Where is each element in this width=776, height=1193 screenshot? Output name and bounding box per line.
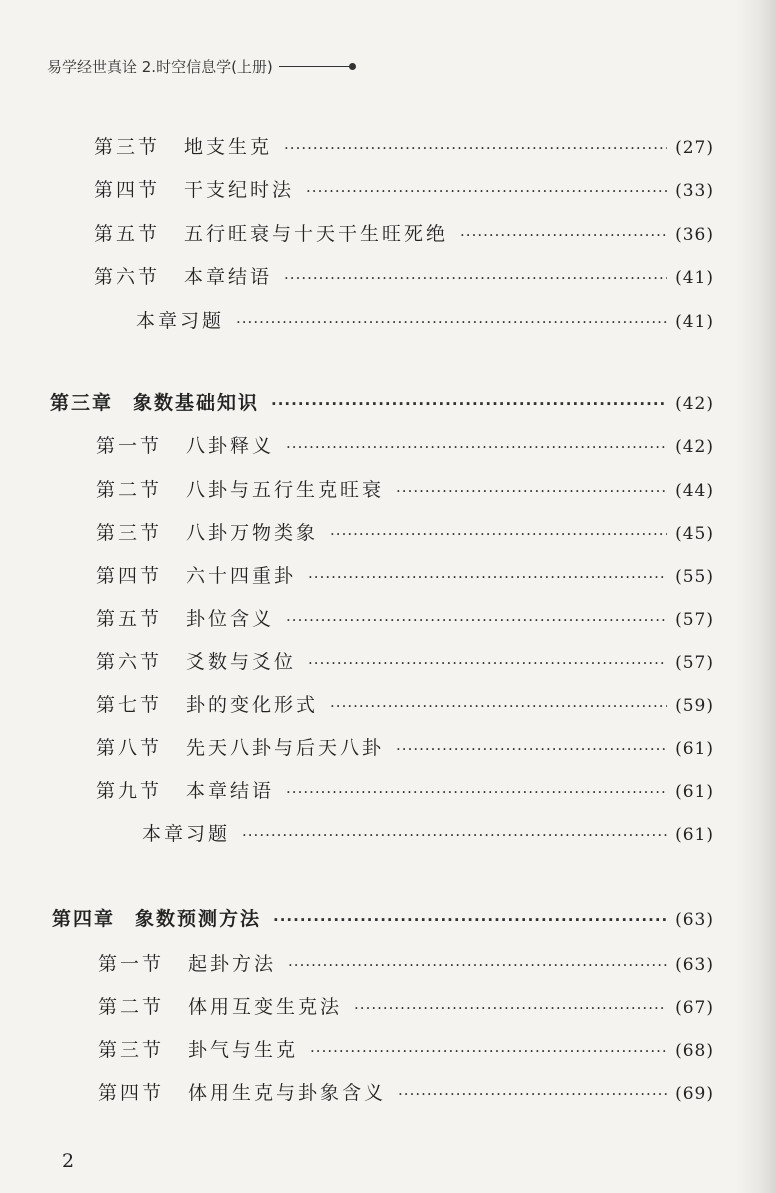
toc-page-ref: (42) xyxy=(675,437,714,457)
toc-leader-dots xyxy=(330,693,667,719)
toc-page-ref: (69) xyxy=(675,1084,714,1104)
toc-entry[interactable] xyxy=(96,433,714,460)
toc-page-ref: (68) xyxy=(675,1041,714,1061)
toc-leader-dots xyxy=(306,178,667,204)
page-number: 2 xyxy=(62,1150,75,1172)
toc-section-label: 第二节 xyxy=(98,996,165,1018)
toc-page-ref: (27) xyxy=(675,138,714,158)
toc-leader-dots xyxy=(308,650,667,676)
page-edge-shadow xyxy=(736,0,776,1193)
running-title: 易学经世真诠 2.时空信息学(上册) xyxy=(47,58,273,76)
toc-leader-dots xyxy=(273,907,667,933)
toc-page-ref: (63) xyxy=(675,955,714,975)
toc-chapter-title: 象数预测方法 xyxy=(135,908,262,930)
toc-entry[interactable] xyxy=(94,264,714,291)
toc-page-ref: (36) xyxy=(675,225,714,245)
toc-leader-dots xyxy=(354,995,667,1021)
toc-exercise-title: 本章习题 xyxy=(136,310,225,332)
toc-section-title: 爻数与爻位 xyxy=(186,651,297,673)
toc-section-title: 本章结语 xyxy=(184,266,273,288)
toc-entry[interactable] xyxy=(96,778,714,805)
toc-section-label: 第四节 xyxy=(98,1082,165,1104)
toc-page-ref: (44) xyxy=(675,481,714,501)
toc-page-ref: (67) xyxy=(675,998,714,1018)
toc-section-label: 第四节 xyxy=(96,565,163,587)
toc-entry[interactable] xyxy=(96,735,714,762)
toc-section-title: 体用生克与卦象含义 xyxy=(188,1082,387,1104)
header-dot xyxy=(349,63,356,70)
toc-page-ref: (61) xyxy=(675,825,714,845)
toc-chapter-title: 象数基础知识 xyxy=(133,392,260,414)
toc-entry[interactable] xyxy=(96,606,714,633)
toc-page-ref: (61) xyxy=(675,782,714,802)
toc-leader-dots xyxy=(286,779,667,805)
toc-leader-dots xyxy=(242,822,667,848)
toc-section-label: 第二节 xyxy=(96,479,163,501)
toc-section-title: 八卦释义 xyxy=(186,435,275,457)
toc-section-title: 先天八卦与后天八卦 xyxy=(186,737,385,759)
toc-chapter-entry[interactable] xyxy=(50,390,714,417)
toc-page-ref: (57) xyxy=(675,653,714,673)
toc-leader-dots xyxy=(398,1081,667,1107)
toc-chapter-label: 第四章 xyxy=(52,908,116,930)
toc-page-ref: (55) xyxy=(675,567,714,587)
toc-section-title: 体用互变生克法 xyxy=(188,996,343,1018)
toc-entry[interactable] xyxy=(96,477,714,504)
toc-page-ref: (41) xyxy=(675,268,714,288)
toc-entry[interactable] xyxy=(94,134,714,161)
toc-entry[interactable] xyxy=(96,563,714,590)
toc-leader-dots xyxy=(271,391,667,417)
toc-chapter-entry[interactable] xyxy=(52,906,714,933)
toc-page-ref: (33) xyxy=(675,181,714,201)
toc-page-ref: (61) xyxy=(675,739,714,759)
toc-section-label: 第六节 xyxy=(96,651,163,673)
toc-entry[interactable] xyxy=(96,520,714,547)
toc-section-title: 八卦与五行生克旺衰 xyxy=(186,479,385,501)
toc-section-label: 第七节 xyxy=(96,694,163,716)
toc-leader-dots xyxy=(288,952,667,978)
toc-section-label: 第三节 xyxy=(98,1039,165,1061)
toc-leader-dots xyxy=(310,1038,667,1064)
running-header xyxy=(47,56,351,77)
toc-leader-dots xyxy=(396,736,667,762)
toc-section-title: 地支生克 xyxy=(184,136,273,158)
toc-chapter-label: 第三章 xyxy=(50,392,114,414)
toc-leader-dots xyxy=(236,309,667,335)
toc-section-label: 第三节 xyxy=(94,136,161,158)
toc-section-label: 第一节 xyxy=(98,953,165,975)
toc-section-title: 六十四重卦 xyxy=(186,565,297,587)
toc-section-label: 第九节 xyxy=(96,780,163,802)
toc-section-label: 第四节 xyxy=(94,179,161,201)
toc-leader-dots xyxy=(284,135,667,161)
toc-section-title: 五行旺衰与十天干生旺死绝 xyxy=(184,223,449,245)
toc-section-title: 干支纪时法 xyxy=(184,179,295,201)
toc-leader-dots xyxy=(286,434,667,460)
toc-page-ref: (42) xyxy=(675,394,714,414)
toc-section-title: 八卦万物类象 xyxy=(186,522,319,544)
toc-section-title: 卦气与生克 xyxy=(188,1039,299,1061)
toc-section-label: 第八节 xyxy=(96,737,163,759)
toc-entry-exercises[interactable] xyxy=(136,308,714,335)
toc-section-title: 本章结语 xyxy=(186,780,275,802)
toc-entry[interactable] xyxy=(98,1037,714,1064)
toc-leader-dots xyxy=(460,222,667,248)
toc-section-title: 卦的变化形式 xyxy=(186,694,319,716)
toc-exercise-title: 本章习题 xyxy=(142,823,231,845)
toc-leader-dots xyxy=(284,265,667,291)
toc-entry[interactable] xyxy=(94,177,714,204)
toc-section-label: 第五节 xyxy=(96,608,163,630)
toc-leader-dots xyxy=(286,607,667,633)
toc-page-ref: (63) xyxy=(675,910,714,930)
toc-section-label: 第三节 xyxy=(96,522,163,544)
header-rule xyxy=(279,66,351,67)
toc-section-title: 卦位含义 xyxy=(186,608,275,630)
toc-section-label: 第六节 xyxy=(94,266,161,288)
toc-entry[interactable] xyxy=(96,692,714,719)
toc-leader-dots xyxy=(396,478,667,504)
toc-page-ref: (41) xyxy=(675,312,714,332)
toc-page-ref: (57) xyxy=(675,610,714,630)
toc-entry[interactable] xyxy=(94,221,714,248)
toc-leader-dots xyxy=(330,521,667,547)
toc-entry-exercises[interactable] xyxy=(142,821,714,848)
toc-page-ref: (59) xyxy=(675,696,714,716)
toc-section-label: 第五节 xyxy=(94,223,161,245)
toc-entry[interactable] xyxy=(96,649,714,676)
toc-page-ref: (45) xyxy=(675,524,714,544)
toc-entry[interactable] xyxy=(98,1080,714,1107)
toc-section-title: 起卦方法 xyxy=(188,953,277,975)
toc-entry[interactable] xyxy=(98,994,714,1021)
toc-section-label: 第一节 xyxy=(96,435,163,457)
toc-leader-dots xyxy=(308,564,667,590)
toc-entry[interactable] xyxy=(98,951,714,978)
